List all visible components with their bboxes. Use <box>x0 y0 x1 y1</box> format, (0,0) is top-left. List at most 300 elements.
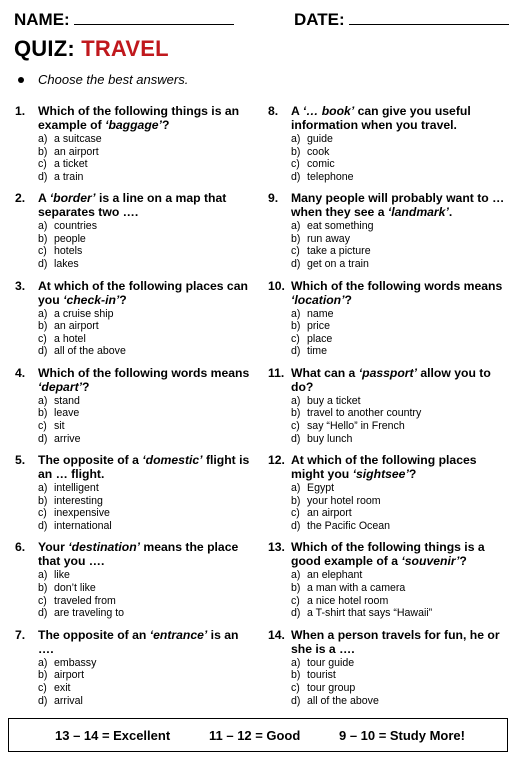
option-letter: b) <box>38 669 48 682</box>
option-letter: c) <box>38 332 47 345</box>
option-text: sit <box>54 420 65 433</box>
option-text: hotels <box>54 245 83 258</box>
option-text: airport <box>54 669 85 682</box>
question-number: 7. <box>15 627 26 642</box>
option-text: a train <box>54 170 84 183</box>
option-letter: a) <box>38 220 48 233</box>
answer-option <box>38 320 255 333</box>
answer-option <box>291 507 508 520</box>
question-prompt <box>15 453 255 481</box>
option-letter: c) <box>291 245 300 258</box>
option-letter: b) <box>291 407 301 420</box>
answer-option <box>38 171 255 184</box>
option-text: a cruise ship <box>54 307 114 320</box>
question-14 <box>268 628 508 715</box>
question-number: 11. <box>268 365 285 380</box>
vocab-term: ‘landmark’ <box>387 205 449 220</box>
answer-option <box>291 333 508 346</box>
answer-option <box>38 682 255 695</box>
answer-option <box>38 407 255 420</box>
option-text: all of the above <box>307 694 379 707</box>
option-text: eat something <box>307 220 374 233</box>
question-number: 4. <box>15 365 26 380</box>
question-text-part: Which of the following words means <box>291 278 503 293</box>
answer-option <box>291 146 508 159</box>
option-letter: b) <box>38 145 48 158</box>
option-text: arrival <box>54 694 83 707</box>
question-number: 2. <box>15 191 26 206</box>
answer-options <box>38 133 255 183</box>
option-text: all of the above <box>54 345 126 358</box>
option-text: comic <box>307 158 335 171</box>
answer-option <box>38 482 255 495</box>
question-5 <box>15 453 255 540</box>
question-text <box>291 279 508 307</box>
option-letter: c) <box>291 420 300 433</box>
option-letter: d) <box>38 258 48 271</box>
option-text: exit <box>54 681 71 694</box>
question-4 <box>15 366 255 453</box>
question-text-part: The opposite of an <box>38 627 150 642</box>
bullet-icon <box>18 77 24 83</box>
question-10 <box>268 279 508 366</box>
option-text: say “Hello” in French <box>307 420 405 433</box>
quiz-title <box>14 36 169 62</box>
answer-option <box>38 158 255 171</box>
option-text: are traveling to <box>54 607 125 620</box>
vocab-term: ‘sightsee’ <box>352 467 409 482</box>
question-prompt <box>15 540 255 568</box>
answer-option <box>291 607 508 620</box>
option-text: a man with a camera <box>307 582 406 595</box>
answer-option <box>38 333 255 346</box>
answer-option <box>291 695 508 708</box>
option-letter: b) <box>291 145 301 158</box>
question-prompt <box>15 366 255 394</box>
answer-options <box>291 482 508 532</box>
score-range: 11 – 12 = <box>209 728 263 743</box>
date-label: DATE: <box>294 10 345 29</box>
instruction-text: Choose the best answers. <box>38 72 189 87</box>
question-text-part: A <box>38 191 50 206</box>
option-text: the Pacific Ocean <box>307 519 391 532</box>
answer-option <box>38 507 255 520</box>
question-prompt <box>15 191 255 219</box>
vocab-term: ‘baggage’ <box>105 118 162 132</box>
option-letter: a) <box>291 220 301 233</box>
questions-column-right <box>268 104 508 715</box>
option-text: run away <box>307 232 350 245</box>
answer-option <box>38 146 255 159</box>
question-text-part: ? <box>459 554 467 569</box>
quiz-topic: TRAVEL <box>81 36 169 61</box>
option-letter: d) <box>291 432 301 445</box>
answer-options <box>291 220 508 270</box>
option-text: telephone <box>307 170 354 183</box>
option-text: intelligent <box>54 482 99 495</box>
answer-option <box>38 420 255 433</box>
question-text-part: Your <box>38 540 69 555</box>
answer-option <box>38 607 255 620</box>
question-text-part: is an …. <box>38 627 239 656</box>
question-number: 8. <box>268 104 279 118</box>
question-text <box>38 540 255 568</box>
option-letter: d) <box>38 170 48 183</box>
option-letter: a) <box>291 133 301 145</box>
answer-option <box>38 258 255 271</box>
question-text-part: At which of the following places can you <box>38 278 248 307</box>
question-6 <box>15 540 255 627</box>
question-prompt <box>268 104 508 132</box>
option-text: cook <box>307 145 330 158</box>
question-prompt <box>268 628 508 656</box>
answer-option <box>38 308 255 321</box>
option-letter: c) <box>38 681 47 694</box>
question-12 <box>268 453 508 540</box>
answer-options <box>291 569 508 619</box>
option-letter: b) <box>38 494 48 507</box>
answer-option <box>38 233 255 246</box>
answer-option <box>291 233 508 246</box>
question-number: 10. <box>268 278 285 293</box>
question-text-part: What can a <box>291 365 359 380</box>
option-letter: c) <box>291 681 300 694</box>
question-3 <box>15 279 255 366</box>
answer-option <box>38 657 255 670</box>
vocab-term: ‘destination’ <box>68 540 141 555</box>
answer-option <box>38 569 255 582</box>
vocab-term: ‘entrance’ <box>149 627 208 642</box>
answer-option <box>291 682 508 695</box>
answer-option <box>291 308 508 321</box>
answer-option <box>38 220 255 233</box>
question-text-part: ? <box>344 292 352 307</box>
option-letter: a) <box>38 656 48 669</box>
score-label: Good <box>266 728 301 743</box>
option-letter: a) <box>291 307 301 320</box>
score-good <box>209 728 300 743</box>
option-letter: a) <box>38 569 48 582</box>
answer-options <box>38 482 255 532</box>
option-text: don’t like <box>54 582 96 595</box>
question-text-part: Which of the following things is a good example of a <box>291 540 485 569</box>
option-letter: a) <box>291 482 301 495</box>
answer-option <box>291 595 508 608</box>
option-letter: b) <box>291 494 301 507</box>
option-text: like <box>54 569 70 582</box>
answer-option <box>291 171 508 184</box>
answer-options <box>291 308 508 358</box>
option-text: a hotel <box>54 332 86 345</box>
option-text: traveled from <box>54 594 116 607</box>
question-number: 13. <box>268 540 285 555</box>
question-text-part: flight is an … flight. <box>38 453 250 482</box>
option-letter: c) <box>291 332 300 345</box>
option-letter: d) <box>291 170 301 183</box>
question-text-part: means the place that you …. <box>38 540 239 569</box>
answer-option <box>291 345 508 358</box>
question-text-part: The opposite of a <box>38 453 143 468</box>
option-text: place <box>307 332 333 345</box>
option-text: Egypt <box>307 482 335 495</box>
answer-option <box>291 420 508 433</box>
option-letter: d) <box>291 345 301 358</box>
question-text <box>291 628 508 656</box>
question-text <box>38 628 255 656</box>
answer-option <box>38 133 255 146</box>
option-text: time <box>307 345 328 358</box>
question-text <box>38 104 255 132</box>
score-study-more <box>339 728 465 743</box>
question-text-part: When a person travels for fun, he or she is a …. <box>291 627 500 656</box>
answer-option <box>38 345 255 358</box>
question-text-part: ? <box>82 379 90 394</box>
option-letter: a) <box>291 656 301 669</box>
option-letter: c) <box>38 245 47 258</box>
question-prompt <box>15 104 255 132</box>
vocab-term: ‘check-in’ <box>63 292 120 307</box>
question-text-part: ? <box>119 292 127 307</box>
instruction <box>18 72 188 87</box>
option-text: an airport <box>54 320 99 333</box>
question-8 <box>268 104 508 191</box>
option-text: an airport <box>54 145 99 158</box>
option-letter: d) <box>38 694 48 707</box>
option-letter: d) <box>291 258 301 271</box>
vocab-term: ‘souvenir’ <box>401 554 460 569</box>
question-prompt <box>268 366 508 394</box>
score-key <box>8 718 508 752</box>
vocab-term: ‘passport’ <box>358 365 417 380</box>
option-letter: c) <box>38 158 47 171</box>
answer-option <box>291 395 508 408</box>
option-text: lakes <box>54 258 79 271</box>
option-letter: b) <box>291 669 301 682</box>
option-text: leave <box>54 407 80 420</box>
option-text: tour guide <box>307 656 355 669</box>
option-letter: d) <box>38 432 48 445</box>
option-letter: b) <box>38 320 48 333</box>
question-text-part: ? <box>161 118 170 132</box>
option-text: inexpensive <box>54 507 110 520</box>
option-letter: c) <box>291 594 300 607</box>
answer-option <box>291 520 508 533</box>
option-letter: d) <box>38 345 48 358</box>
option-letter: a) <box>38 133 48 145</box>
option-letter: a) <box>291 569 301 582</box>
vocab-term: ‘depart’ <box>38 379 83 394</box>
option-letter: a) <box>38 394 48 407</box>
question-prompt <box>15 279 255 307</box>
question-13 <box>268 540 508 627</box>
question-text <box>38 279 255 307</box>
quiz-title-prefix: QUIZ: <box>14 36 75 61</box>
option-text: people <box>54 232 86 245</box>
question-text <box>291 366 508 394</box>
answer-option <box>38 433 255 446</box>
question-text-part: can give you useful information when you travel. <box>291 104 471 132</box>
option-text: travel to another country <box>307 407 422 420</box>
option-letter: b) <box>291 320 301 333</box>
question-text <box>291 104 508 132</box>
answer-option <box>38 582 255 595</box>
answer-option <box>38 395 255 408</box>
question-number: 3. <box>15 278 26 293</box>
answer-option <box>291 158 508 171</box>
option-text: a suitcase <box>54 133 102 145</box>
name-label: NAME: <box>14 10 70 29</box>
option-text: an airport <box>307 507 352 520</box>
option-letter: a) <box>38 307 48 320</box>
vocab-term: ‘border’ <box>49 191 96 206</box>
option-text: guide <box>307 133 333 145</box>
option-letter: b) <box>38 407 48 420</box>
option-text: international <box>54 519 112 532</box>
question-text-part: Which of the following things is an example of <box>38 104 240 132</box>
question-number: 14. <box>268 627 285 642</box>
question-text <box>38 366 255 394</box>
option-text: countries <box>54 220 97 233</box>
score-label: Excellent <box>113 728 171 743</box>
answer-option <box>291 495 508 508</box>
option-text: stand <box>54 394 80 407</box>
answer-option <box>291 245 508 258</box>
question-number: 6. <box>15 540 26 555</box>
name-blank-line <box>74 10 234 25</box>
answer-options <box>38 569 255 619</box>
option-letter: d) <box>291 519 301 532</box>
question-text-part: . <box>448 205 453 220</box>
question-text <box>38 191 255 219</box>
option-text: arrive <box>54 432 81 445</box>
option-letter: c) <box>38 507 47 520</box>
option-letter: d) <box>38 519 48 532</box>
answer-options <box>291 133 508 183</box>
option-letter: c) <box>38 420 47 433</box>
answer-option <box>38 695 255 708</box>
option-letter: b) <box>291 232 301 245</box>
option-text: buy a ticket <box>307 394 361 407</box>
question-prompt <box>268 279 508 307</box>
answer-option <box>291 407 508 420</box>
answer-options <box>38 220 255 270</box>
answer-option <box>291 433 508 446</box>
question-prompt <box>268 540 508 568</box>
answer-option <box>291 482 508 495</box>
vocab-term: ‘… book’ <box>302 104 355 118</box>
answer-option <box>38 495 255 508</box>
answer-option <box>291 220 508 233</box>
question-text <box>291 191 508 219</box>
question-text-part: Many people will probably want to … when they see a <box>291 191 505 220</box>
option-letter: a) <box>291 394 301 407</box>
answer-option <box>291 133 508 146</box>
option-text: take a picture <box>307 245 371 258</box>
question-text-part: allow you to do? <box>291 365 491 394</box>
option-letter: b) <box>291 582 301 595</box>
option-text: a T-shirt that says “Hawaii” <box>307 607 433 620</box>
question-prompt <box>268 191 508 219</box>
question-9 <box>268 191 508 278</box>
option-letter: c) <box>291 158 300 171</box>
answer-options <box>38 395 255 445</box>
answer-options <box>291 395 508 445</box>
option-letter: b) <box>38 582 48 595</box>
answer-option <box>38 245 255 258</box>
answer-options <box>38 657 255 707</box>
answer-option <box>291 669 508 682</box>
question-text-part: Which of the following words means <box>38 365 250 380</box>
option-letter: a) <box>38 482 48 495</box>
option-text: an elephant <box>307 569 363 582</box>
answer-option <box>291 569 508 582</box>
option-letter: d) <box>38 607 48 620</box>
question-text-part: A <box>291 104 303 118</box>
option-text: a ticket <box>54 158 88 171</box>
option-text: get on a train <box>307 258 369 271</box>
option-text: interesting <box>54 494 103 507</box>
answer-options <box>291 657 508 707</box>
option-text: price <box>307 320 330 333</box>
answer-option <box>291 258 508 271</box>
question-text <box>38 453 255 481</box>
option-text: your hotel room <box>307 494 381 507</box>
question-text-part: is a line on a map that separates two …. <box>38 191 227 220</box>
question-number: 5. <box>15 453 26 468</box>
question-text <box>291 540 508 568</box>
questions-column-left <box>15 104 255 715</box>
answer-option <box>291 320 508 333</box>
option-text: tour group <box>307 681 356 694</box>
name-field <box>14 10 234 30</box>
option-text: embassy <box>54 656 97 669</box>
option-letter: b) <box>38 232 48 245</box>
question-prompt <box>268 453 508 481</box>
score-range: 9 – 10 = <box>339 728 387 743</box>
question-number: 1. <box>15 104 26 118</box>
option-letter: d) <box>291 607 301 620</box>
answer-option <box>291 657 508 670</box>
option-text: name <box>307 307 334 320</box>
option-letter: d) <box>291 694 301 707</box>
vocab-term: ‘location’ <box>291 292 345 307</box>
answer-option <box>291 582 508 595</box>
answer-option <box>38 520 255 533</box>
question-text-part: At which of the following places might you <box>291 453 477 482</box>
answer-option <box>38 669 255 682</box>
question-1 <box>15 104 255 191</box>
question-prompt <box>15 628 255 656</box>
score-excellent <box>55 728 170 743</box>
option-letter: c) <box>38 594 47 607</box>
option-text: tourist <box>307 669 336 682</box>
option-text: buy lunch <box>307 432 353 445</box>
question-text-part: ? <box>408 467 417 482</box>
date-field <box>294 10 509 30</box>
answer-option <box>38 595 255 608</box>
question-11 <box>268 366 508 453</box>
score-range: 13 – 14 = <box>55 728 110 743</box>
date-blank-line <box>349 10 509 25</box>
vocab-term: ‘domestic’ <box>142 453 203 468</box>
score-label: Study More! <box>389 728 465 743</box>
question-2 <box>15 191 255 278</box>
option-text: a nice hotel room <box>307 594 389 607</box>
question-number: 12. <box>268 453 285 468</box>
question-number: 9. <box>268 191 279 206</box>
option-letter: c) <box>291 507 300 520</box>
answer-options <box>38 308 255 358</box>
